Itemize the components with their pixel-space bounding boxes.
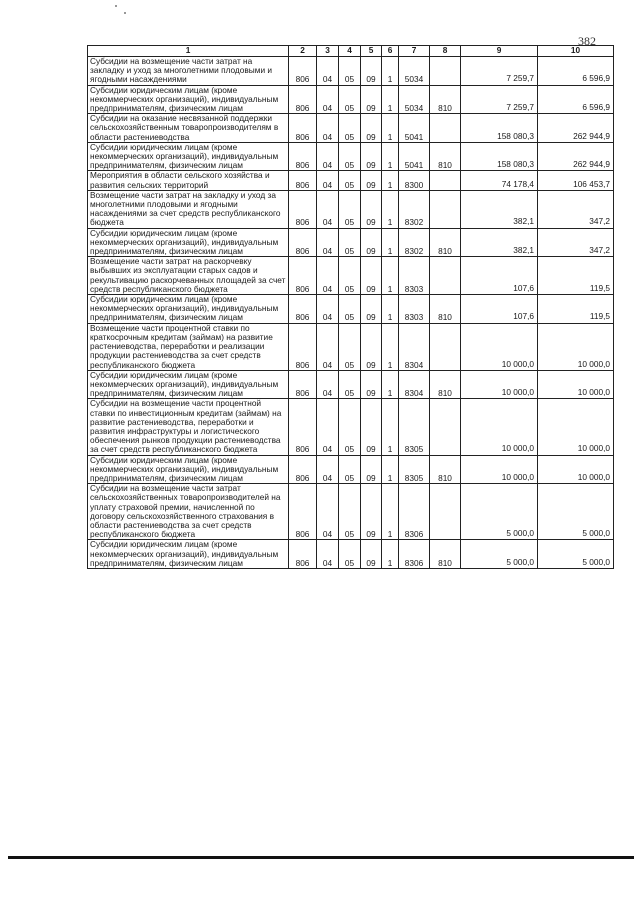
row-name-cell: Возмещение части затрат на раскорчевку выбывших из эксплуатации старых садов и рекультивацию раскорчеванных площадей за счет средств республиканского бюджета xyxy=(88,257,289,295)
col-4-cell: 05 xyxy=(339,295,361,324)
col-7-cell: 8302 xyxy=(399,228,430,257)
col-10-cell: 10 000,0 xyxy=(538,399,614,455)
table-row xyxy=(88,540,614,569)
table-row xyxy=(88,295,614,324)
col-7-cell: 8304 xyxy=(399,323,430,370)
col-8-cell xyxy=(430,114,461,143)
row-name-cell: Мероприятия в области сельского хозяйства и развития сельских территорий xyxy=(88,171,289,190)
col-5-cell: 09 xyxy=(361,85,382,114)
col-9-cell: 10 000,0 xyxy=(461,323,538,370)
col-5-cell: 09 xyxy=(361,484,382,540)
col-9-cell: 7 259,7 xyxy=(461,85,538,114)
col-3-cell: 04 xyxy=(317,370,339,399)
col-7-cell: 8300 xyxy=(399,171,430,190)
col-10-cell: 347,2 xyxy=(538,228,614,257)
col-10-cell: 5 000,0 xyxy=(538,484,614,540)
col-6-cell: 1 xyxy=(382,85,399,114)
budget-table xyxy=(87,45,614,569)
row-name-cell: Субсидии юридическим лицам (кроме некоммерческих организаций), индивидуальным предпринимателям, физическим лицам xyxy=(88,370,289,399)
col-10-cell: 10 000,0 xyxy=(538,455,614,484)
col-9-cell: 74 178,4 xyxy=(461,171,538,190)
table-row xyxy=(88,57,614,86)
table-row xyxy=(88,455,614,484)
col-10-cell: 119,5 xyxy=(538,257,614,295)
col-4-cell: 05 xyxy=(339,142,361,171)
col-8-cell: 810 xyxy=(430,370,461,399)
col-4-cell: 05 xyxy=(339,171,361,190)
col-3-cell: 04 xyxy=(317,399,339,455)
table-row xyxy=(88,257,614,295)
col-8-cell xyxy=(430,57,461,86)
scan-speck xyxy=(124,12,126,14)
col-4-cell: 05 xyxy=(339,399,361,455)
col-6-cell: 1 xyxy=(382,257,399,295)
row-name-cell: Субсидии юридическим лицам (кроме некоммерческих организаций), индивидуальным предпринимателям, физическим лицам xyxy=(88,540,289,569)
col-5-cell: 09 xyxy=(361,295,382,324)
col-5-cell: 09 xyxy=(361,228,382,257)
col-header: 3 xyxy=(317,46,339,57)
col-3-cell: 04 xyxy=(317,85,339,114)
col-6-cell: 1 xyxy=(382,455,399,484)
col-4-cell: 05 xyxy=(339,323,361,370)
col-header: 1 xyxy=(88,46,289,57)
col-5-cell: 09 xyxy=(361,540,382,569)
scan-speck xyxy=(115,5,117,7)
col-8-cell: 810 xyxy=(430,540,461,569)
col-header: 8 xyxy=(430,46,461,57)
col-header: 6 xyxy=(382,46,399,57)
col-3-cell: 04 xyxy=(317,295,339,324)
col-10-cell: 6 596,9 xyxy=(538,57,614,86)
col-9-cell: 10 000,0 xyxy=(461,370,538,399)
col-5-cell: 09 xyxy=(361,171,382,190)
col-10-cell: 262 944,9 xyxy=(538,142,614,171)
table-row xyxy=(88,114,614,143)
col-7-cell: 8305 xyxy=(399,399,430,455)
col-2-cell: 806 xyxy=(289,228,317,257)
col-5-cell: 09 xyxy=(361,142,382,171)
col-3-cell: 04 xyxy=(317,171,339,190)
col-10-cell: 262 944,9 xyxy=(538,114,614,143)
col-6-cell: 1 xyxy=(382,57,399,86)
row-name-cell: Субсидии юридическим лицам (кроме некоммерческих организаций), индивидуальным предпринимателям, физическим лицам xyxy=(88,455,289,484)
col-3-cell: 04 xyxy=(317,190,339,228)
col-2-cell: 806 xyxy=(289,399,317,455)
row-name-cell: Субсидии юридическим лицам (кроме некоммерческих организаций), индивидуальным предпринимателям, физическим лицам xyxy=(88,295,289,324)
col-9-cell: 5 000,0 xyxy=(461,484,538,540)
table-row xyxy=(88,399,614,455)
bottom-rule xyxy=(8,856,634,859)
col-5-cell: 09 xyxy=(361,370,382,399)
col-7-cell: 5034 xyxy=(399,57,430,86)
col-7-cell: 8303 xyxy=(399,257,430,295)
col-4-cell: 05 xyxy=(339,370,361,399)
header-row xyxy=(88,46,614,57)
col-2-cell: 806 xyxy=(289,370,317,399)
col-8-cell: 810 xyxy=(430,85,461,114)
row-name-cell: Субсидии на возмещение части затрат на закладку и уход за многолетними плодовыми и ягодными насаждениями xyxy=(88,57,289,86)
col-8-cell: 810 xyxy=(430,142,461,171)
table-row xyxy=(88,85,614,114)
col-2-cell: 806 xyxy=(289,190,317,228)
col-9-cell: 10 000,0 xyxy=(461,455,538,484)
col-2-cell: 806 xyxy=(289,455,317,484)
col-8-cell xyxy=(430,399,461,455)
col-8-cell: 810 xyxy=(430,295,461,324)
col-4-cell: 05 xyxy=(339,540,361,569)
col-3-cell: 04 xyxy=(317,57,339,86)
col-2-cell: 806 xyxy=(289,142,317,171)
col-3-cell: 04 xyxy=(317,484,339,540)
col-9-cell: 7 259,7 xyxy=(461,57,538,86)
col-4-cell: 05 xyxy=(339,114,361,143)
col-7-cell: 5034 xyxy=(399,85,430,114)
col-4-cell: 05 xyxy=(339,190,361,228)
col-3-cell: 04 xyxy=(317,455,339,484)
row-name-cell: Субсидии юридическим лицам (кроме некоммерческих организаций), индивидуальным предпринимателям, физическим лицам xyxy=(88,142,289,171)
col-2-cell: 806 xyxy=(289,323,317,370)
col-3-cell: 04 xyxy=(317,114,339,143)
table-row xyxy=(88,190,614,228)
row-name-cell: Субсидии на возмещение части затрат сельскохозяйственных товаропроизводителей на уплату страховой премии, начисленной по договору сельскохозяйственного страхования в области растениеводства за счет средств республиканского бюджета xyxy=(88,484,289,540)
col-2-cell: 806 xyxy=(289,540,317,569)
col-7-cell: 8302 xyxy=(399,190,430,228)
col-6-cell: 1 xyxy=(382,370,399,399)
col-10-cell: 6 596,9 xyxy=(538,85,614,114)
col-6-cell: 1 xyxy=(382,540,399,569)
table-row xyxy=(88,323,614,370)
table-row xyxy=(88,142,614,171)
col-5-cell: 09 xyxy=(361,257,382,295)
col-4-cell: 05 xyxy=(339,455,361,484)
col-2-cell: 806 xyxy=(289,295,317,324)
col-header: 4 xyxy=(339,46,361,57)
col-7-cell: 8306 xyxy=(399,484,430,540)
col-header: 9 xyxy=(461,46,538,57)
col-8-cell xyxy=(430,171,461,190)
col-6-cell: 1 xyxy=(382,190,399,228)
col-3-cell: 04 xyxy=(317,228,339,257)
col-10-cell: 10 000,0 xyxy=(538,370,614,399)
row-name-cell: Возмещение части процентной ставки по краткосрочным кредитам (займам) на развитие растениеводства, переработки и реализации продукции растениеводства за счет средств республиканского бюджета xyxy=(88,323,289,370)
col-6-cell: 1 xyxy=(382,399,399,455)
col-8-cell: 810 xyxy=(430,228,461,257)
col-9-cell: 382,1 xyxy=(461,228,538,257)
row-name-cell: Субсидии юридическим лицам (кроме некоммерческих организаций), индивидуальным предпринимателям, физическим лицам xyxy=(88,85,289,114)
col-2-cell: 806 xyxy=(289,114,317,143)
col-2-cell: 806 xyxy=(289,484,317,540)
col-5-cell: 09 xyxy=(361,114,382,143)
col-2-cell: 806 xyxy=(289,57,317,86)
table-row xyxy=(88,484,614,540)
col-5-cell: 09 xyxy=(361,190,382,228)
col-header: 2 xyxy=(289,46,317,57)
col-7-cell: 8305 xyxy=(399,455,430,484)
col-2-cell: 806 xyxy=(289,85,317,114)
col-7-cell: 8306 xyxy=(399,540,430,569)
row-name-cell: Субсидии юридическим лицам (кроме некоммерческих организаций), индивидуальным предпринимателям, физическим лицам xyxy=(88,228,289,257)
col-6-cell: 1 xyxy=(382,171,399,190)
col-4-cell: 05 xyxy=(339,85,361,114)
col-6-cell: 1 xyxy=(382,323,399,370)
table-row xyxy=(88,228,614,257)
col-7-cell: 5041 xyxy=(399,142,430,171)
col-10-cell: 5 000,0 xyxy=(538,540,614,569)
col-9-cell: 382,1 xyxy=(461,190,538,228)
col-4-cell: 05 xyxy=(339,257,361,295)
col-8-cell xyxy=(430,190,461,228)
col-8-cell xyxy=(430,484,461,540)
col-9-cell: 5 000,0 xyxy=(461,540,538,569)
col-3-cell: 04 xyxy=(317,540,339,569)
col-9-cell: 158 080,3 xyxy=(461,142,538,171)
col-7-cell: 8304 xyxy=(399,370,430,399)
col-header: 5 xyxy=(361,46,382,57)
col-6-cell: 1 xyxy=(382,484,399,540)
col-4-cell: 05 xyxy=(339,484,361,540)
col-10-cell: 10 000,0 xyxy=(538,323,614,370)
row-name-cell: Возмещение части затрат на закладку и уход за многолетними плодовыми и ягодными насаждениями за счет средств республиканского бюджета xyxy=(88,190,289,228)
col-10-cell: 119,5 xyxy=(538,295,614,324)
col-2-cell: 806 xyxy=(289,171,317,190)
table-row xyxy=(88,370,614,399)
col-9-cell: 10 000,0 xyxy=(461,399,538,455)
col-3-cell: 04 xyxy=(317,257,339,295)
col-6-cell: 1 xyxy=(382,114,399,143)
col-2-cell: 806 xyxy=(289,257,317,295)
col-5-cell: 09 xyxy=(361,399,382,455)
col-7-cell: 5041 xyxy=(399,114,430,143)
col-10-cell: 347,2 xyxy=(538,190,614,228)
col-9-cell: 107,6 xyxy=(461,295,538,324)
col-9-cell: 158 080,3 xyxy=(461,114,538,143)
col-header: 10 xyxy=(538,46,614,57)
col-8-cell: 810 xyxy=(430,455,461,484)
col-8-cell xyxy=(430,323,461,370)
col-9-cell: 107,6 xyxy=(461,257,538,295)
col-4-cell: 05 xyxy=(339,57,361,86)
col-8-cell xyxy=(430,257,461,295)
col-5-cell: 09 xyxy=(361,323,382,370)
col-7-cell: 8303 xyxy=(399,295,430,324)
col-5-cell: 09 xyxy=(361,57,382,86)
col-5-cell: 09 xyxy=(361,455,382,484)
col-4-cell: 05 xyxy=(339,228,361,257)
col-6-cell: 1 xyxy=(382,142,399,171)
row-name-cell: Субсидии на оказание несвязанной поддержки сельскохозяйственным товаропроизводителям в области растениеводства xyxy=(88,114,289,143)
col-header: 7 xyxy=(399,46,430,57)
table-row xyxy=(88,171,614,190)
row-name-cell: Субсидии на возмещение части процентной ставки по инвестиционным кредитам (займам) на развитие растениеводства, переработки и развития инфраструктуры и логистического обеспечения рынков продукции растениеводства за счет средств республиканского бюджета xyxy=(88,399,289,455)
col-6-cell: 1 xyxy=(382,228,399,257)
col-6-cell: 1 xyxy=(382,295,399,324)
col-3-cell: 04 xyxy=(317,142,339,171)
col-10-cell: 106 453,7 xyxy=(538,171,614,190)
col-3-cell: 04 xyxy=(317,323,339,370)
page-number: 382 xyxy=(578,34,596,48)
